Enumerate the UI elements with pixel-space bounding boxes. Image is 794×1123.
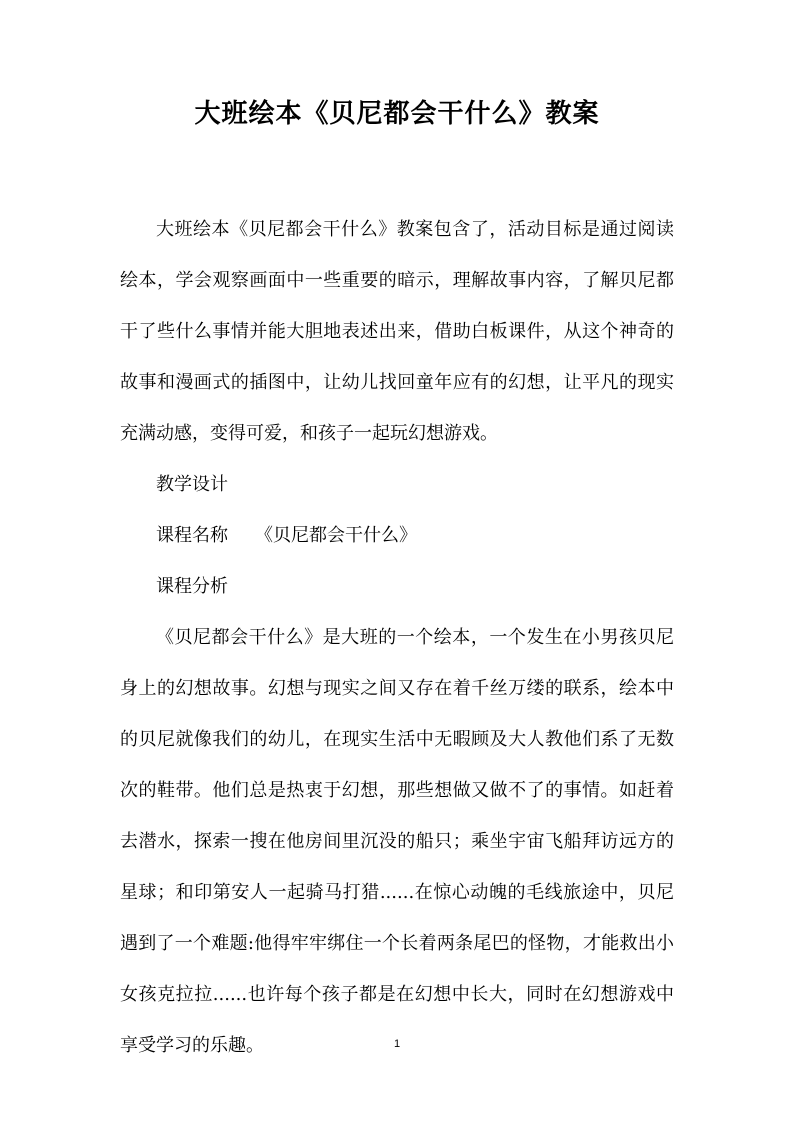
document-body bbox=[120, 204, 674, 1071]
section-heading-teaching-design: 教学设计 bbox=[156, 474, 228, 495]
analysis-paragraph: 《贝尼都会干什么》是大班的一个绘本，一个发生在小男孩贝尼身上的幻想故事。幻想与现实之间又存在着千丝万缕的联系，绘本中的贝尼就像我们的幼儿，在现实生活中无暇顾及大人教他们系了无数次的鞋带。他们总是热衷于幻想，那些想做又做不了的事情。如赶着去潜水，探索一搜在他房间里沉没的船只；乘坐宇宙飞船拜访远方的星球；和印第安人一起骑马打猎......在惊心动魄的毛线旅途中，贝尼遇到了一个难题:他得牢牢绑住一个长着两条尾巴的怪物，才能救出小女孩克拉拉......也许每个孩子都是在幻想中长大，同时在幻想游戏中享受学习的乐趣。 bbox=[120, 627, 674, 1056]
document-title: 大班绘本《贝尼都会干什么》教案 bbox=[194, 99, 600, 129]
intro-paragraph: 大班绘本《贝尼都会干什么》教案包含了，活动目标是通过阅读绘本，学会观察画面中一些重要的暗示，理解故事内容，了解贝尼都干了些什么事情并能大胆地表述出来，借助白板课件，从这个神奇的故事和漫画式的插图中，让幼儿找回童年应有的幻想，让平凡的现实充满动感，变得可爱，和孩子一起玩幻想游戏。 bbox=[120, 219, 674, 444]
section-heading-course-analysis: 课程分析 bbox=[156, 576, 228, 597]
page-number: 1 bbox=[393, 1038, 401, 1050]
course-name-line: 课程名称 《贝尼都会干什么》 bbox=[156, 525, 417, 546]
